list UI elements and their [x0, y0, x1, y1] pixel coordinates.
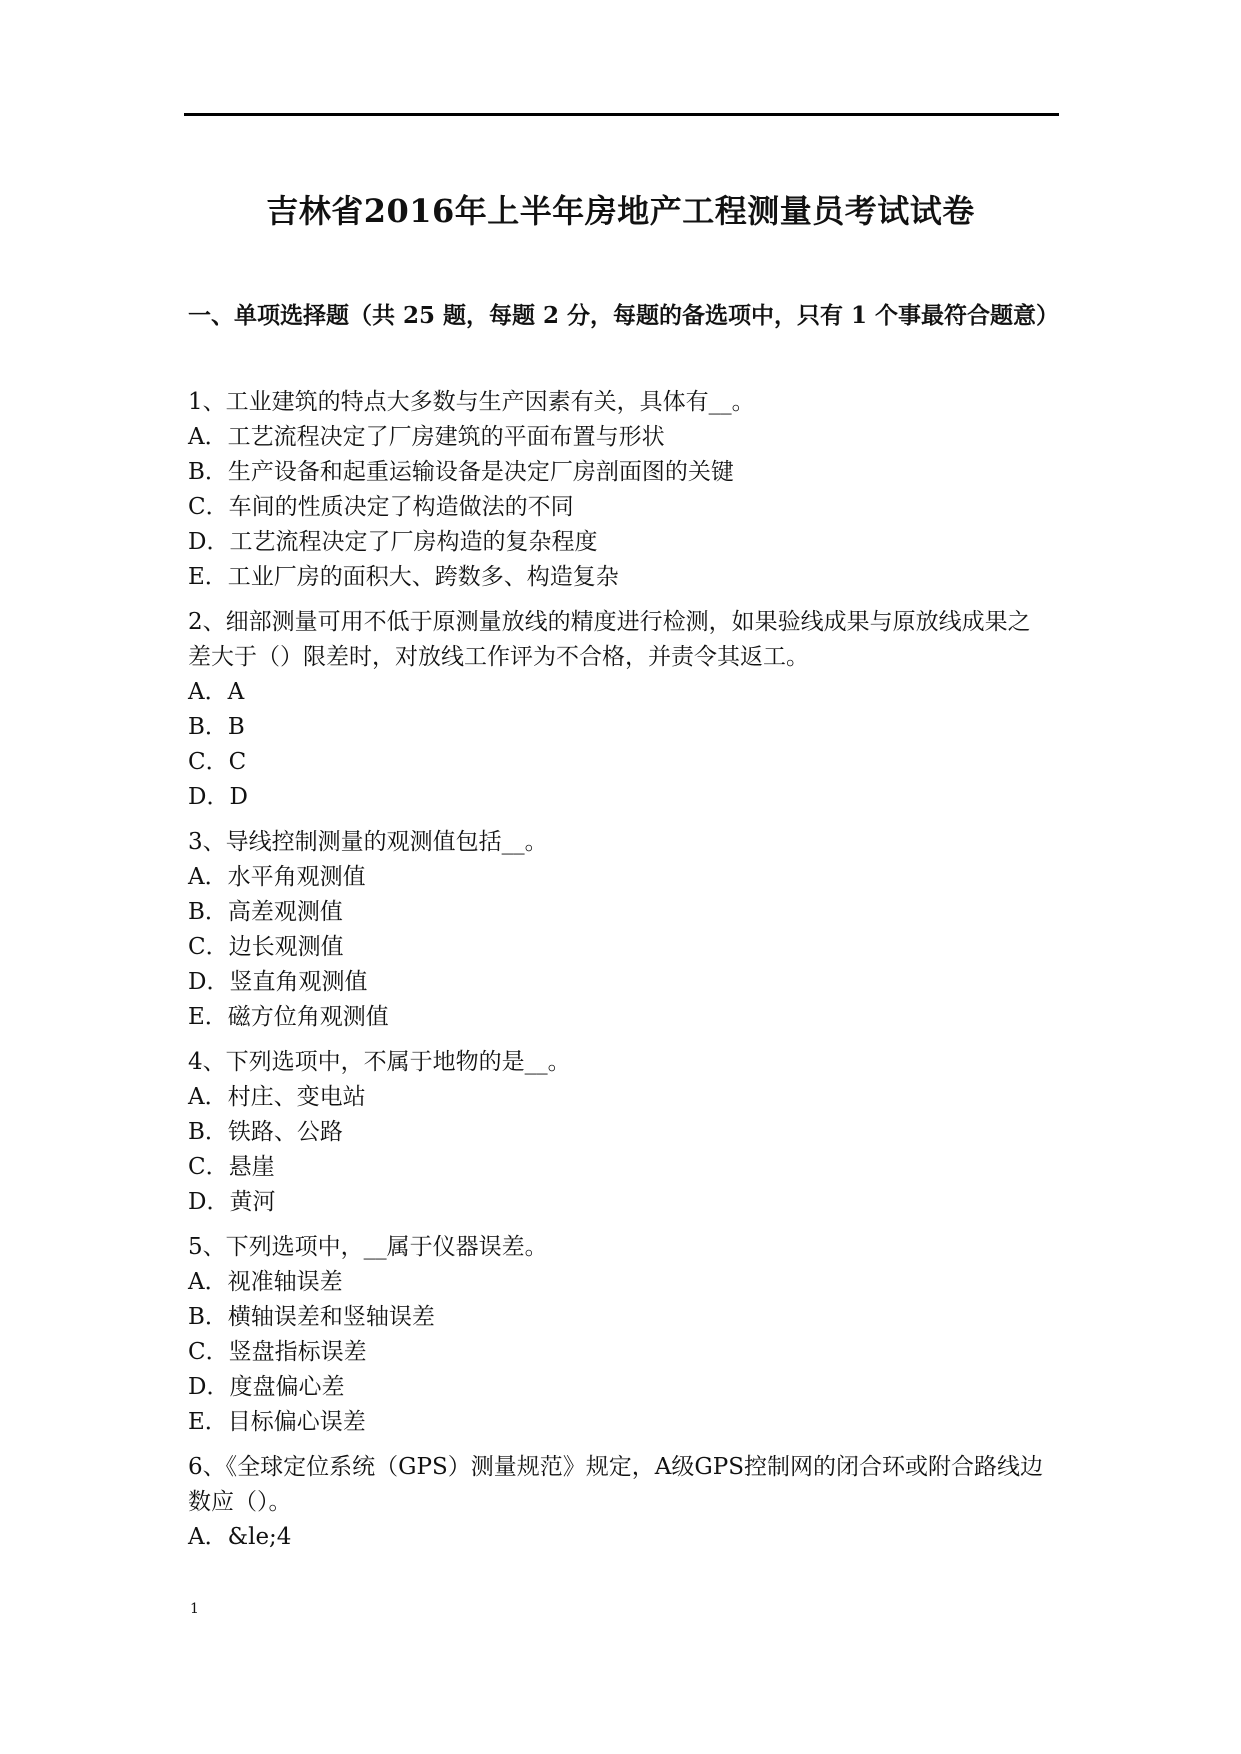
answer-option: B．铁路、公路 [188, 1119, 343, 1145]
answer-option: A．A [188, 679, 245, 705]
answer-option: D．工艺流程决定了厂房构造的复杂程度 [188, 529, 598, 555]
answer-option: A．&le;4 [188, 1524, 292, 1550]
question-2 [188, 605, 1058, 815]
question-stem: 6、《全球定位系统（GPS）测量规范》规定，A级GPS控制网的闭合环或附合路线边数应（）。 [188, 1454, 1043, 1515]
answer-option: C．竖盘指标误差 [188, 1339, 367, 1365]
answer-option: A．视准轴误差 [188, 1269, 343, 1295]
answer-option: C．车间的性质决定了构造做法的不同 [188, 494, 574, 520]
answer-option: C．悬崖 [188, 1154, 275, 1180]
answer-option: E．目标偏心误差 [188, 1409, 366, 1435]
question-stem: 2、细部测量可用不低于原测量放线的精度进行检测，如果验线成果与原放线成果之差大于（）限差时，对放线工作评为不合格，并责令其返工。 [188, 609, 1031, 670]
answer-option: C．C [188, 749, 247, 775]
answer-option: C．边长观测值 [188, 934, 344, 960]
header-rule [184, 113, 1059, 116]
question-list [188, 385, 1058, 1565]
document-title: 吉林省2016年上半年房地产工程测量员考试试卷 [266, 192, 975, 230]
answer-option: B．B [188, 714, 245, 740]
answer-option: A．工艺流程决定了厂房建筑的平面布置与形状 [188, 424, 665, 450]
answer-option: A．水平角观测值 [188, 864, 366, 890]
question-1 [188, 385, 1058, 595]
answer-option: B．高差观测值 [188, 899, 343, 925]
answer-option: D．竖直角观测值 [188, 969, 368, 995]
question-stem: 3、导线控制测量的观测值包括__。 [188, 829, 548, 855]
question-6 [188, 1450, 1058, 1555]
page-number: 1 [190, 1601, 199, 1617]
question-stem: 5、下列选项中，__属于仪器误差。 [188, 1234, 548, 1260]
answer-option: D．D [188, 784, 248, 810]
answer-option: D．黄河 [188, 1189, 276, 1215]
question-4 [188, 1045, 1058, 1220]
answer-option: A．村庄、变电站 [188, 1084, 366, 1110]
question-5 [188, 1230, 1058, 1440]
answer-option: B．生产设备和起重运输设备是决定厂房剖面图的关键 [188, 459, 734, 485]
question-stem: 4、下列选项中，不属于地物的是__。 [188, 1049, 571, 1075]
answer-option: E．工业厂房的面积大、跨数多、构造复杂 [188, 564, 619, 590]
section-heading: 一、单项选择题（共 25 题，每题 2 分，每题的备选项中，只有 1 个事最符合题意） [188, 302, 1060, 329]
answer-option: E．磁方位角观测值 [188, 1004, 389, 1030]
question-stem: 1、工业建筑的特点大多数与生产因素有关，具体有__。 [188, 389, 755, 415]
question-3 [188, 825, 1058, 1035]
answer-option: D．度盘偏心差 [188, 1374, 345, 1400]
answer-option: B．横轴误差和竖轴误差 [188, 1304, 435, 1330]
